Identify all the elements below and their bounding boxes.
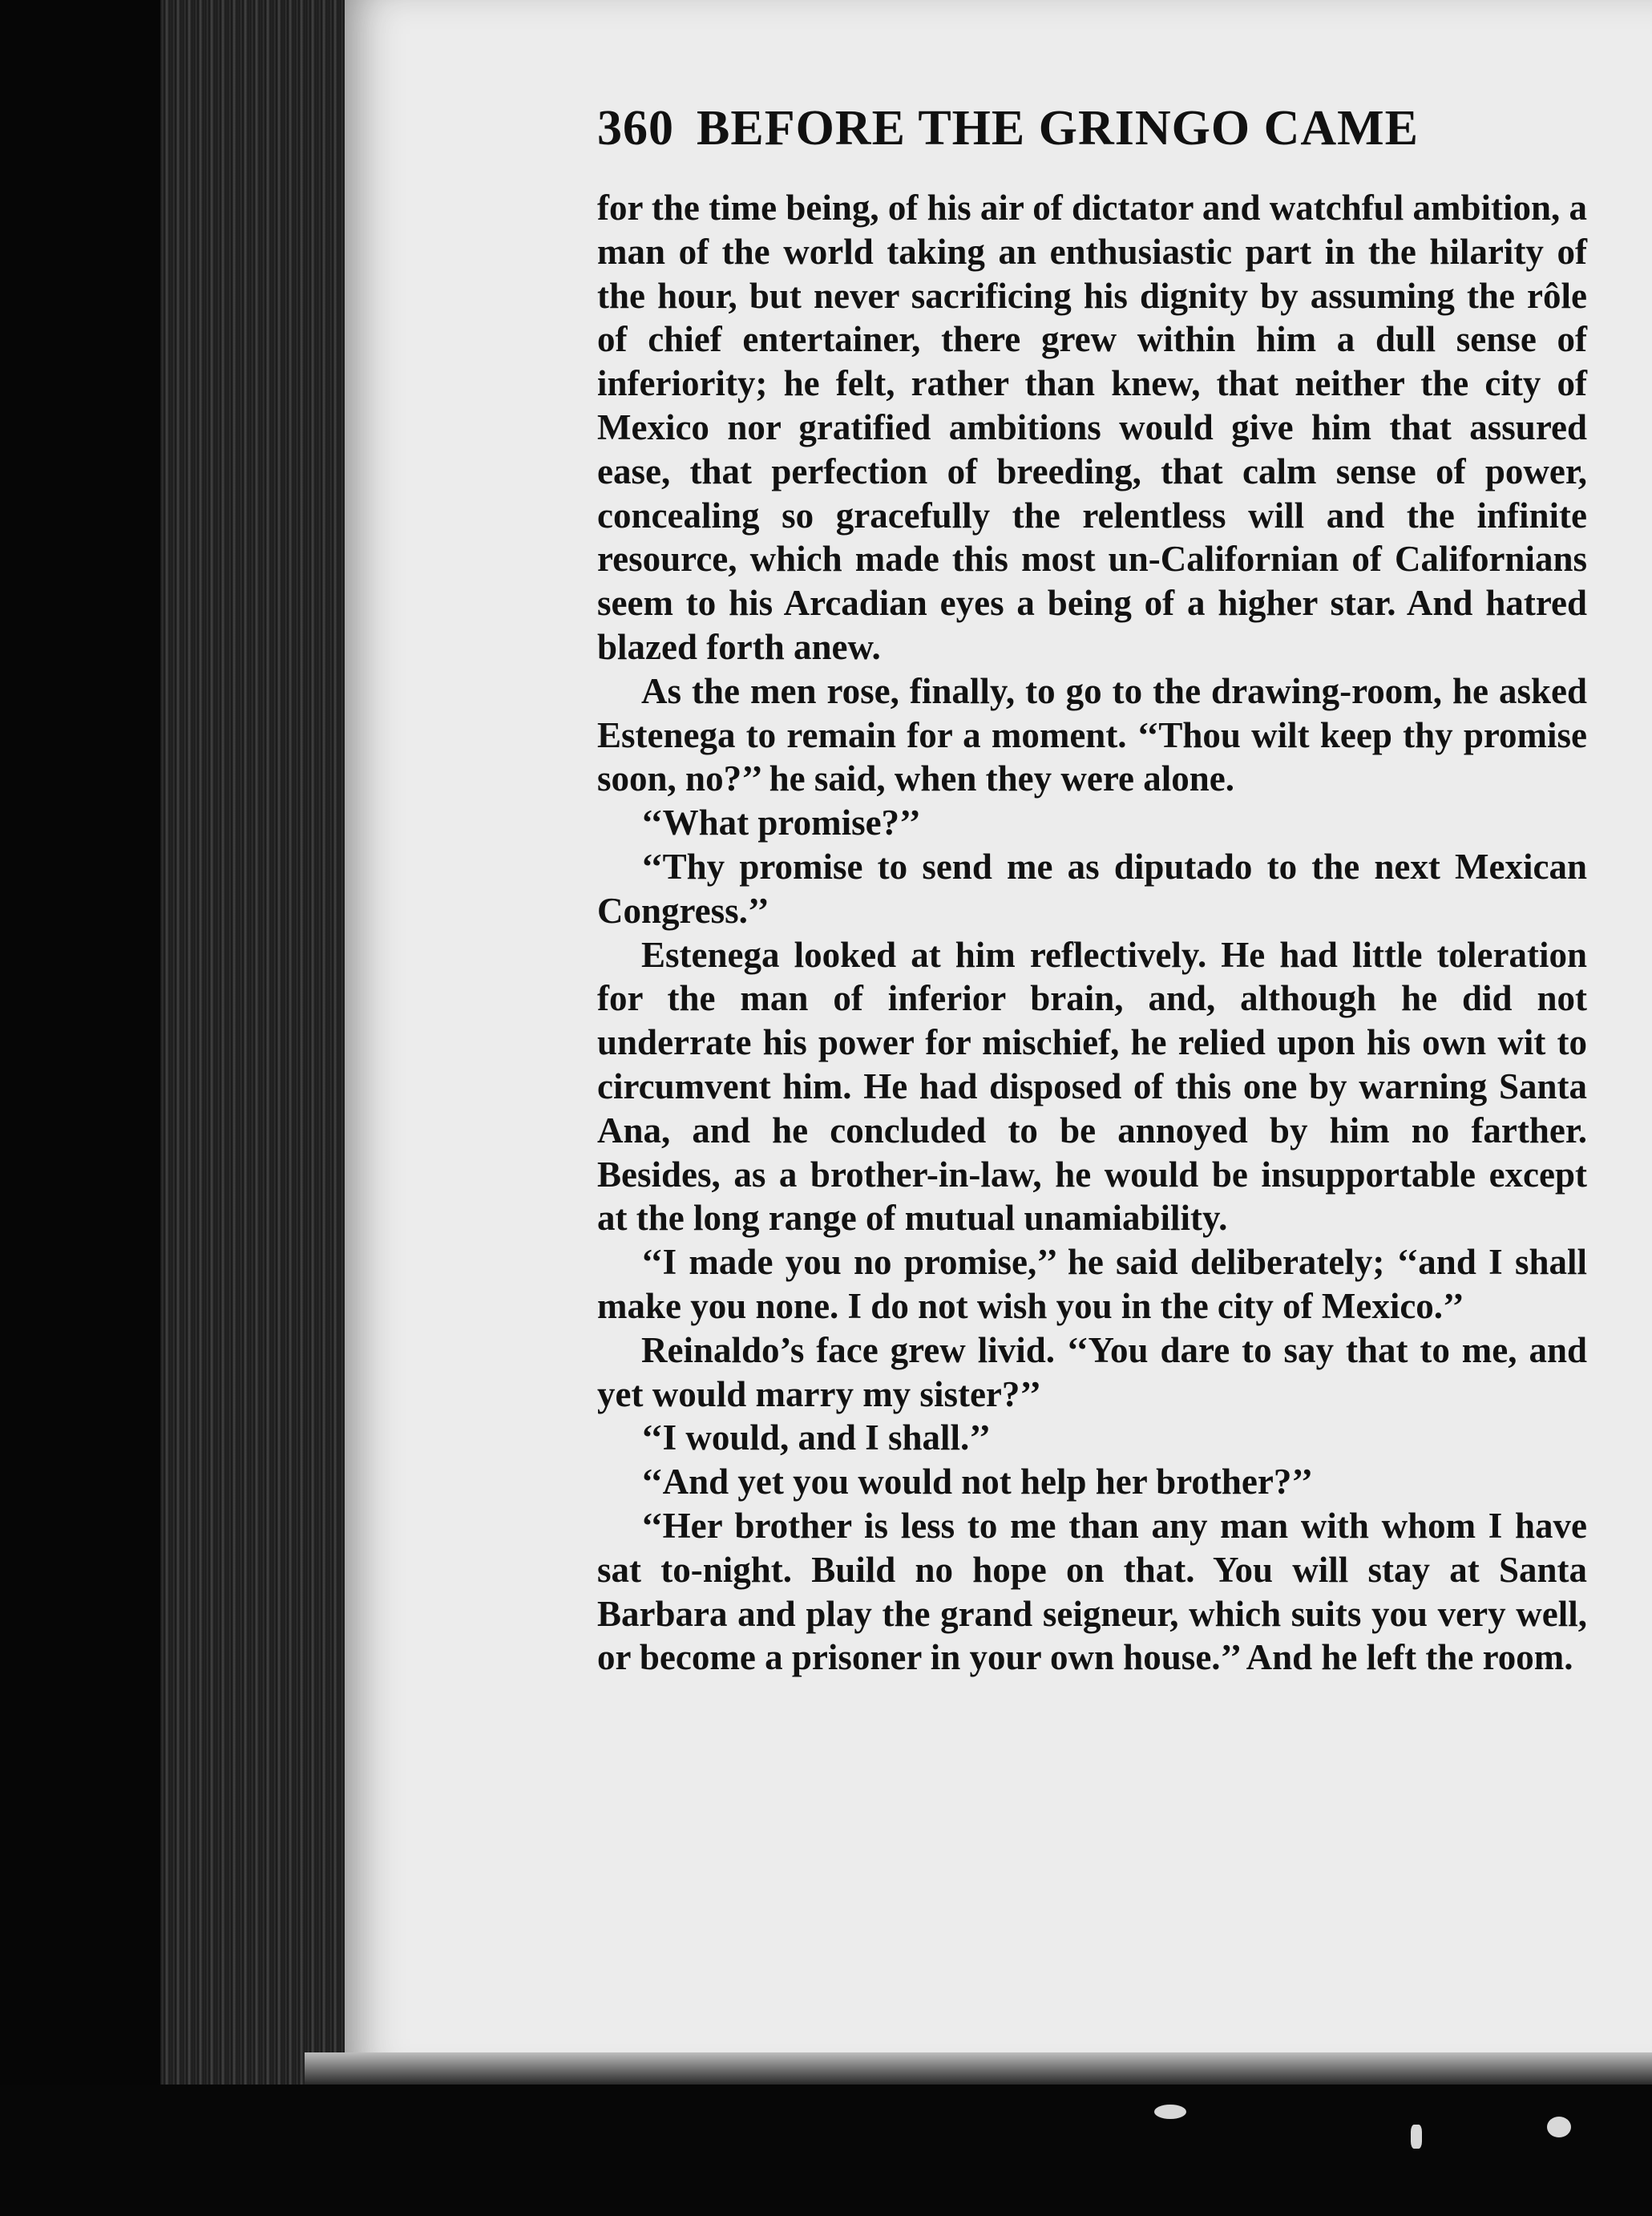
- page-number: 360: [597, 101, 674, 156]
- scan-bottom-margin: [0, 2085, 1652, 2216]
- page-edge-stack: [160, 0, 369, 2085]
- paragraph: As the men rose, finally, to go to the drawing-room, he asked Estenega to remain for a moment. ‘‘Thou wilt keep thy promise soon, no?’’ he said, when they were alone.: [597, 670, 1587, 799]
- paragraph: ‘‘I would, and I shall.’’: [641, 1417, 991, 1458]
- paragraph: ‘‘I made you no promise,’’ he said deliberately; ‘‘and I shall make you none. I do not wish you in the city of Mexico.’’: [597, 1242, 1587, 1326]
- scan-speck: [1547, 2117, 1571, 2137]
- paragraph: for the time being, of his air of dictator and watchful ambition, a man of the world taking an enthusiastic part in the hilarity of the hour, but never sacrificing his dignity by assuming the rôle of chief entertainer, there grew within him a dull sense of inferiority; he felt, rather than knew, that neither the city of Mexico nor gratified ambitions would give him that assured ease, that perfection of breeding, that calm sense of power, concealing so gracefully the relentless will and the infinite resource, which made this most un-Californian of Californians seem to his Arcadian eyes a being of a higher star. And hatred blazed forth anew.: [597, 188, 1587, 667]
- page-bottom-shadow: [305, 2052, 1652, 2085]
- paragraph: Reinaldo’s face grew livid. ‘‘You dare to say that to me, and yet would marry my sister?’’: [597, 1329, 1587, 1414]
- paragraph: ‘‘Her brother is less to me than any man with whom I have sat to-night. Build no hope on that. You will stay at Santa Barbara and play the grand seigneur, which suits you very well, or become a prisoner in your own house.’’ And he left the room.: [597, 1505, 1587, 1678]
- paragraph: Estenega looked at him reflectively. He had little toleration for the man of inferior brain, and, although he did not underrate his power for mischief, he relied upon his own wit to circumvent him. He had disposed of this one by warning Santa Ana, and he concluded to be annoyed by him no farther. Besides, as a brother-in-law, he would be insupportable except at the long range of mutual unamiability.: [597, 934, 1587, 1239]
- paragraph: ‘‘Thy promise to send me as diputado to the next Mexican Congress.’’: [597, 846, 1587, 931]
- scan-speck: [1154, 2105, 1186, 2119]
- scan-speck: [1411, 2125, 1422, 2149]
- paragraph: ‘‘What promise?’’: [641, 803, 921, 843]
- paragraph: ‘‘And yet you would not help her brother?’’: [641, 1462, 1313, 1502]
- running-header: [597, 100, 1519, 157]
- running-title: BEFORE THE GRINGO CAME: [697, 101, 1420, 156]
- body-text: [597, 186, 1587, 1680]
